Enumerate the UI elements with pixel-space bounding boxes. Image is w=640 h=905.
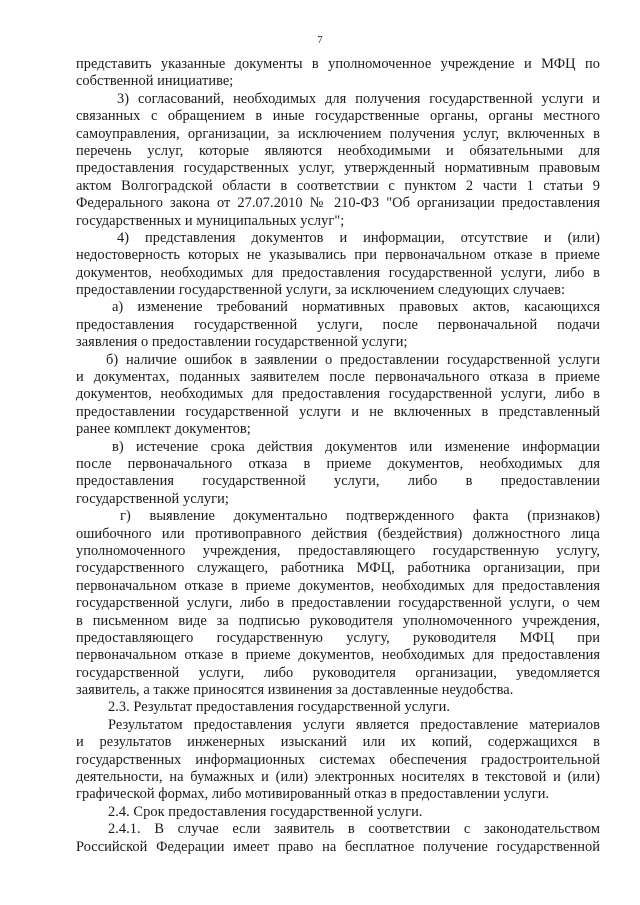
text-line: Федерального закона от 27.07.2010 № 210-ФЗ "Об организации предоставления (76, 195, 600, 212)
text-line: предоставлении государственной услуги и не включенных в представленный (76, 403, 600, 420)
text-line: ранее комплект документов; (76, 421, 251, 438)
text-line: деятельности, на бумажных и (или) электронных носителях в текстовой и (или) (76, 769, 600, 786)
text-line: 2.4.1. В случае если заявитель в соответствии с законодательством (108, 821, 600, 838)
text-line: предоставлении государственной услуги, за исключением следующих случаев: (76, 282, 566, 299)
text-line: предоставления государственных услуг, утвержденный нормативным правовым (76, 160, 600, 177)
text-line: предоставления государственной услуги, либо в предоставлении (76, 473, 600, 490)
text-line: документов, необходимых для предоставления государственной услуги, либо в (76, 264, 600, 281)
text-line: Российской Федерации имеет право на бесплатное получение государственной (76, 838, 600, 855)
text-line: ошибочного или противоправного действия (бездействия) должностного лица (76, 525, 600, 542)
text-line: документов, необходимых для предоставления государственной услуги, либо в (76, 386, 600, 403)
text-line: собственной инициативе; (76, 73, 234, 90)
text-line: государственного служащего, работника МФЦ, работника организации, при (76, 560, 600, 577)
text-line: перечень услуг, которые являются необходимыми и обязательными для (76, 142, 600, 159)
text-line: в) истечение срока действия документов или изменение информации (112, 438, 600, 455)
text-line: а) изменение требований нормативных правовых актов, касающихся (112, 299, 600, 316)
text-line: государственной услуги, либо в предоставлении государственной услуги, о чем (76, 595, 600, 612)
text-line: государственной услуги, либо руководителя организации, уведомляется (76, 664, 600, 681)
text-line: в письменном виде за подписью руководителя уполномоченного учреждения, (76, 612, 600, 629)
text-line: недостоверность которых не указывались при первоначальном отказе в приеме (76, 247, 600, 264)
text-line: б) наличие ошибок в заявлении о предоставлении государственной услуги (106, 351, 600, 368)
text-line: первоначальном отказе в приеме документов, необходимых для предоставления (76, 577, 600, 594)
text-line: государственных информационных системах обеспечения градостроительной (76, 751, 600, 768)
text-line: 2.3. Результат предоставления государственной услуги. (108, 699, 451, 716)
text-line: графической формах, либо мотивированный отказ в предоставлении услуги. (76, 786, 550, 803)
text-line: Результатом предоставления услуги является предоставление материалов (108, 716, 600, 733)
text-line: предоставляющего государственную услугу, руководителя МФЦ при (76, 629, 600, 646)
text-line: государственных и муниципальных услуг"; (76, 212, 345, 229)
text-line: заявитель, а также приносятся извинения за доставленные неудобства. (76, 682, 514, 699)
text-line: 3) согласований, необходимых для получения государственной услуги и (117, 90, 600, 107)
text-line: актом Волгоградской области в соответствии с пунктом 2 части 1 статьи 9 (76, 177, 600, 194)
text-line: связанных с обращением в иные государственные органы, органы местного (76, 108, 600, 125)
document-body (76, 56, 600, 856)
text-line: после первоначального отказа в приеме документов, необходимых для (76, 455, 600, 472)
text-line: уполномоченного учреждения, предоставляющего государственную услугу, (76, 542, 600, 559)
text-line: государственной услуги; (76, 490, 229, 507)
text-line: г) выявление документально подтвержденного факта (признаков) (120, 508, 600, 525)
text-line: заявления о предоставлении государственной услуги; (76, 334, 408, 351)
text-line: самоуправления, организации, за исключением получения услуг, включенных в (76, 125, 600, 142)
text-line: 4) представления документов и информации, отсутствие и (или) (117, 229, 600, 246)
text-line: представить указанные документы в уполномоченное учреждение и МФЦ по (76, 56, 600, 72)
text-line: и результатов инженерных изысканий или их копий, содержащихся в (76, 734, 600, 751)
page-number: 7 (317, 34, 323, 46)
text-line: первоначальном отказе в приеме документов, необходимых для предоставления (76, 647, 600, 664)
text-line: и документах, поданных заявителем после первоначального отказа в приеме (76, 369, 600, 386)
text-line: предоставления государственной услуги, после первоначальной подачи (76, 316, 600, 333)
text-line: 2.4. Срок предоставления государственной услуги. (108, 803, 423, 820)
